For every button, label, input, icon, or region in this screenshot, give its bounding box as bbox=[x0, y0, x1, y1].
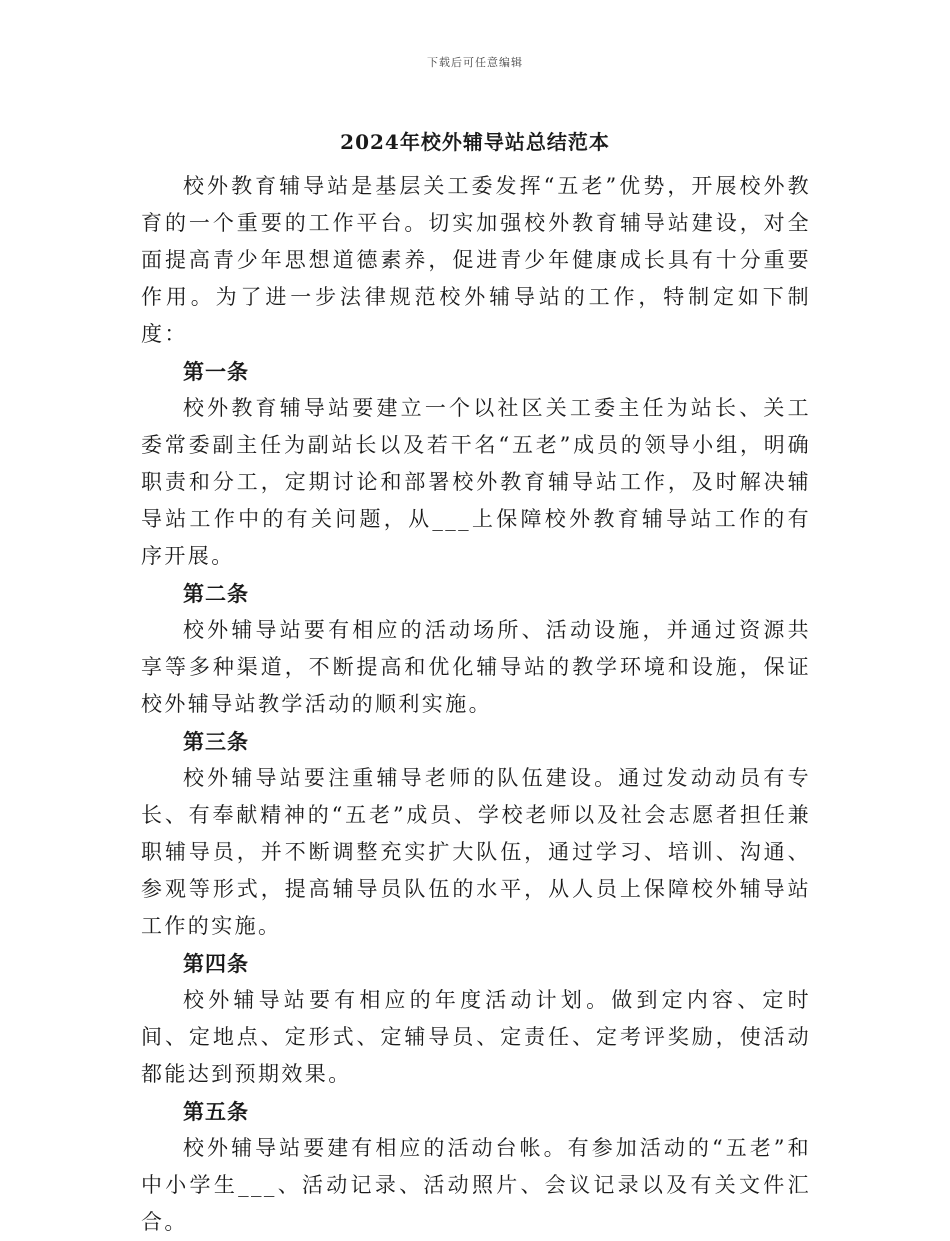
document-body bbox=[141, 168, 811, 1241]
article-text-1: 校外教育辅导站要建立一个以社区关工委主任为站长、关工委常委副主任为副站长以及若干名“五老”成员的领导小组，明确职责和分工，定期讨论和部署校外教育辅导站工作，及时解决辅导站工作中的有关问题，从___上保障校外教育辅导站工作的有序开展。 bbox=[141, 396, 811, 568]
article-text-4: 校外辅导站要有相应的年度活动计划。做到定内容、定时间、定地点、定形式、定辅导员、定责任、定考评奖励，使活动都能达到预期效果。 bbox=[141, 988, 811, 1086]
article-heading-4: 第四条 bbox=[183, 951, 249, 976]
document-title: 2024年校外辅导站总结范本 bbox=[340, 130, 610, 154]
article-heading-1: 第一条 bbox=[183, 359, 249, 384]
header-note: 下载后可任意编辑 bbox=[427, 56, 523, 69]
intro-paragraph: 校外教育辅导站是基层关工委发挥“五老”优势，开展校外教育的一个重要的工作平台。切实加强校外教育辅导站建设，对全面提高青少年思想道德素养，促进青少年健康成长具有十分重要作用。为了进一步法律规范校外辅导站的工作，特制定如下制度： bbox=[141, 174, 811, 346]
article-text-5: 校外辅导站要建有相应的活动台帐。有参加活动的“五老”和中小学生___、活动记录、活动照片、会议记录以及有关文件汇合。 bbox=[141, 1136, 811, 1234]
article-heading-2: 第二条 bbox=[183, 581, 249, 606]
article-text-3: 校外辅导站要注重辅导老师的队伍建设。通过发动动员有专长、有奉献精神的“五老”成员、学校老师以及社会志愿者担任兼职辅导员，并不断调整充实扩大队伍，通过学习、培训、沟通、参观等形式，提高辅导员队伍的水平，从人员上保障校外辅导站工作的实施。 bbox=[141, 766, 811, 938]
article-heading-5: 第五条 bbox=[183, 1099, 249, 1124]
article-text-2: 校外辅导站要有相应的活动场所、活动设施，并通过资源共享等多种渠道，不断提高和优化辅导站的教学环境和设施，保证校外辅导站教学活动的顺利实施。 bbox=[141, 618, 811, 716]
article-heading-3: 第三条 bbox=[183, 729, 249, 754]
